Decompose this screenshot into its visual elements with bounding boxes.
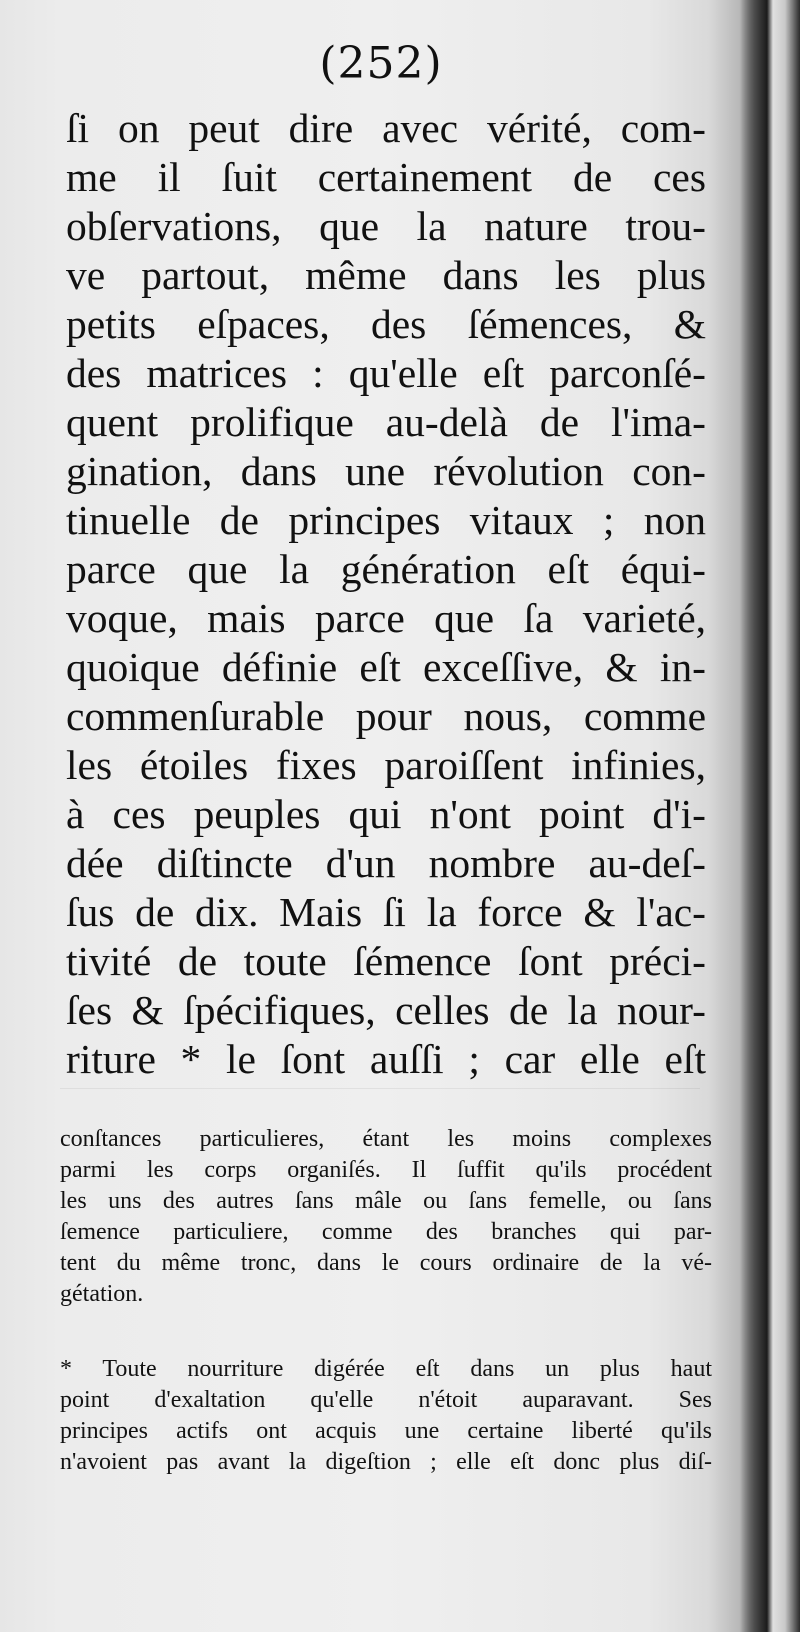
text-line: les étoiles fixes paroiſſent infinies, — [66, 742, 706, 788]
text-line: commenſurable pour nous, comme — [66, 693, 706, 739]
book-gutter-shadow — [740, 0, 800, 1632]
footnote-line: gétation. — [60, 1281, 144, 1307]
main-text-block — [66, 104, 706, 1084]
text-line: quent prolifique au-delà de l'ima- — [66, 399, 706, 445]
text-line: tinuelle de principes vitaux ; non — [66, 497, 706, 543]
text-line: à ces peuples qui n'ont point d'i- — [66, 791, 706, 837]
footnote-line: point d'exaltation qu'elle n'étoit auparavant. Ses — [60, 1387, 712, 1413]
footnote-line: principes actifs ont acquis une certaine liberté qu'ils — [60, 1418, 712, 1444]
text-line: obſervations, que la nature trou- — [66, 203, 706, 249]
text-line: ſus de dix. Mais ſi la force & l'ac- — [66, 889, 706, 935]
footnote-line: tent du même tronc, dans le cours ordinaire de la vé- — [60, 1250, 712, 1276]
text-line: quoique définie eſt exceſſive, & in- — [66, 644, 706, 690]
text-line: petits eſpaces, des ſémences, & — [66, 301, 706, 347]
text-line: ſi on peut dire avec vérité, com- — [66, 105, 706, 151]
footnote-line: ſemence particuliere, comme des branches qui par- — [60, 1219, 712, 1245]
footnote-line: parmi les corps organiſés. Il ſuffit qu'ils procédent — [60, 1157, 712, 1183]
text-line: tivité de toute ſémence ſont préci- — [66, 938, 706, 984]
text-line: ve partout, même dans les plus — [66, 252, 706, 298]
footnote-line: n'avoient pas avant la digeſtion ; elle eſt donc plus diſ- — [60, 1449, 712, 1475]
text-line: ſes & ſpécifiques, celles de la nour- — [66, 987, 706, 1033]
footnote-star — [60, 1354, 712, 1478]
text-line: gination, dans une révolution con- — [66, 448, 706, 494]
text-line: me il ſuit certainement de ces — [66, 154, 706, 200]
footnote-line: * Toute nourriture digérée eſt dans un plus haut — [60, 1356, 712, 1382]
page-number: (252) — [319, 38, 443, 89]
text-line: parce que la génération eſt équi- — [66, 546, 706, 592]
footnote-line: conſtances particulieres, étant les moins complexes — [60, 1126, 712, 1152]
text-line: voque, mais parce que ſa varieté, — [66, 595, 706, 641]
footnote-continued — [60, 1124, 712, 1310]
text-line: riture * le ſont auſſi ; car elle eſt — [66, 1036, 706, 1082]
text-line: dée diſtincte d'un nombre au-deſ- — [66, 840, 706, 886]
text-divider — [60, 1088, 700, 1089]
text-line: des matrices : qu'elle eſt parconſé- — [66, 350, 706, 396]
footnote-line: les uns des autres ſans mâle ou ſans femelle, ou ſans — [60, 1188, 712, 1214]
